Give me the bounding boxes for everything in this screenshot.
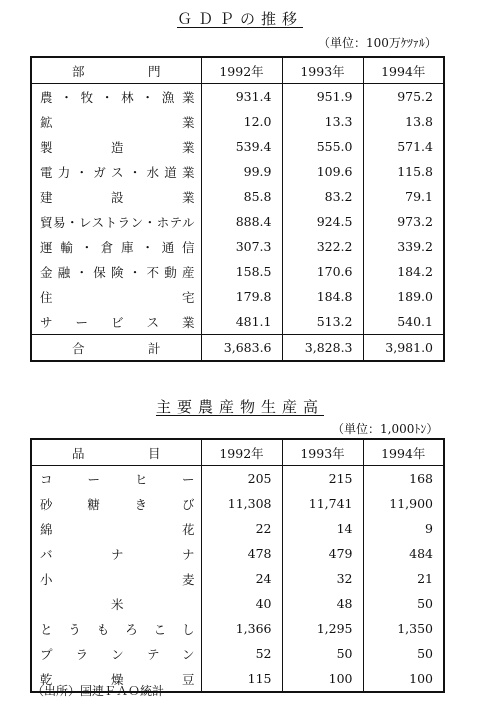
gdp-label: サービス業 (40, 314, 195, 330)
crops-row (31, 541, 444, 566)
gdp-value-1993: 184.8 (282, 284, 363, 309)
gdp-label: 貿易・レストラン・ホテル (40, 214, 195, 230)
gdp-row (31, 234, 444, 259)
crops-value-1993: 50 (282, 641, 363, 666)
gdp-row (31, 159, 444, 184)
crops-value-1994: 168 (363, 466, 444, 492)
gdp-value-1994: 115.8 (363, 159, 444, 184)
gdp-total-1994: 3,981.0 (363, 335, 444, 362)
gdp-row (31, 284, 444, 309)
crops-value-1994: 50 (363, 641, 444, 666)
gdp-value-1994: 339.2 (363, 234, 444, 259)
gdp-header-row (31, 57, 444, 84)
gdp-value-1993: 322.2 (282, 234, 363, 259)
gdp-value-1994: 79.1 (363, 184, 444, 209)
crops-header-1994: 1994年 (363, 439, 444, 466)
gdp-value-1992: 179.8 (201, 284, 282, 309)
crops-label: コーヒー (40, 471, 195, 487)
crops-value-1993: 479 (282, 541, 363, 566)
gdp-value-1994: 973.2 (363, 209, 444, 234)
gdp-value-1993: 109.6 (282, 159, 363, 184)
crops-value-1993: 215 (282, 466, 363, 492)
crops-label: 乾燥豆 (40, 671, 195, 687)
gdp-row (31, 109, 444, 134)
crops-label: とうもろこし (40, 621, 195, 637)
crops-unit: （単位：1,000ﾄﾝ） (332, 422, 439, 436)
gdp-row (31, 309, 444, 335)
gdp-value-1993: 513.2 (282, 309, 363, 335)
crops-value-1992: 40 (201, 591, 282, 616)
gdp-value-1992: 307.3 (201, 234, 282, 259)
gdp-total-row (31, 335, 444, 362)
crops-value-1992: 1,366 (201, 616, 282, 641)
crops-value-1992: 11,308 (201, 491, 282, 516)
crops-label: 米 (110, 596, 124, 612)
crops-header-1992: 1992年 (201, 439, 282, 466)
gdp-header-1993: 1993年 (282, 57, 363, 84)
crops-value-1993: 48 (282, 591, 363, 616)
gdp-value-1992: 481.1 (201, 309, 282, 335)
crops-value-1994: 21 (363, 566, 444, 591)
gdp-value-1993: 924.5 (282, 209, 363, 234)
crops-value-1994: 100 (363, 666, 444, 692)
crops-row (31, 491, 444, 516)
gdp-row (31, 134, 444, 159)
gdp-value-1994: 571.4 (363, 134, 444, 159)
gdp-value-1992: 931.4 (201, 84, 282, 110)
gdp-label: 運輸・倉庫・通信 (40, 239, 195, 255)
crops-row (31, 591, 444, 616)
gdp-total-1992: 3,683.6 (201, 335, 282, 362)
crops-header-row (31, 439, 444, 466)
gdp-label: 金融・保険・不動産 (40, 264, 195, 280)
gdp-value-1993: 170.6 (282, 259, 363, 284)
gdp-header-sector: 部 門 (31, 57, 201, 84)
gdp-value-1994: 189.0 (363, 284, 444, 309)
crops-header-1993: 1993年 (282, 439, 363, 466)
crops-row (31, 616, 444, 641)
gdp-label: 電力・ガス・水道業 (40, 164, 195, 180)
gdp-value-1992: 85.8 (201, 184, 282, 209)
gdp-header-1992: 1992年 (201, 57, 282, 84)
gdp-label: 農・牧・林・漁業 (40, 89, 195, 105)
gdp-value-1992: 99.9 (201, 159, 282, 184)
gdp-title: ＧＤＰの推移 (176, 10, 303, 28)
crops-value-1994: 11,900 (363, 491, 444, 516)
crops-title: 主要農産物生産高 (155, 398, 324, 416)
gdp-label: 住宅 (40, 289, 195, 305)
gdp-table (30, 56, 445, 362)
gdp-label: 製造業 (40, 139, 195, 155)
gdp-value-1993: 555.0 (282, 134, 363, 159)
gdp-value-1994: 184.2 (363, 259, 444, 284)
crops-label: 砂糖きび (40, 496, 195, 512)
crops-label: プランテン (40, 646, 195, 662)
crops-header-item: 品 目 (31, 439, 201, 466)
gdp-row (31, 209, 444, 234)
crops-table (30, 438, 445, 693)
gdp-value-1993: 83.2 (282, 184, 363, 209)
gdp-value-1994: 13.8 (363, 109, 444, 134)
gdp-value-1992: 12.0 (201, 109, 282, 134)
crops-value-1993: 11,741 (282, 491, 363, 516)
crops-value-1992: 205 (201, 466, 282, 492)
gdp-unit: （単位：100万ｹﾂｧﾙ） (318, 36, 437, 50)
gdp-label: 建設業 (40, 189, 195, 205)
crops-label: 綿花 (40, 521, 195, 537)
crops-value-1994: 1,350 (363, 616, 444, 641)
gdp-value-1992: 539.4 (201, 134, 282, 159)
source-note: （出所）国連ＦＡＯ統計 (32, 684, 165, 698)
crops-value-1992: 24 (201, 566, 282, 591)
gdp-value-1994: 975.2 (363, 84, 444, 110)
crops-row (31, 641, 444, 666)
crops-value-1993: 32 (282, 566, 363, 591)
crops-value-1993: 1,295 (282, 616, 363, 641)
crops-value-1992: 52 (201, 641, 282, 666)
gdp-value-1992: 888.4 (201, 209, 282, 234)
crops-row (31, 466, 444, 492)
gdp-value-1993: 951.9 (282, 84, 363, 110)
crops-value-1994: 484 (363, 541, 444, 566)
crops-row (31, 566, 444, 591)
crops-value-1992: 115 (201, 666, 282, 692)
crops-label: バナナ (40, 546, 195, 562)
gdp-total-label: 合 計 (31, 335, 201, 362)
gdp-value-1993: 13.3 (282, 109, 363, 134)
gdp-header-1994: 1994年 (363, 57, 444, 84)
crops-value-1994: 50 (363, 591, 444, 616)
gdp-label: 鉱業 (40, 114, 195, 130)
gdp-row (31, 184, 444, 209)
gdp-row (31, 259, 444, 284)
crops-value-1993: 100 (282, 666, 363, 692)
gdp-total-1993: 3,828.3 (282, 335, 363, 362)
gdp-value-1994: 540.1 (363, 309, 444, 335)
crops-value-1994: 9 (363, 516, 444, 541)
crops-value-1993: 14 (282, 516, 363, 541)
gdp-value-1992: 158.5 (201, 259, 282, 284)
crops-value-1992: 22 (201, 516, 282, 541)
crops-value-1992: 478 (201, 541, 282, 566)
gdp-row (31, 84, 444, 110)
crops-label: 小麦 (40, 571, 195, 587)
crops-row (31, 516, 444, 541)
